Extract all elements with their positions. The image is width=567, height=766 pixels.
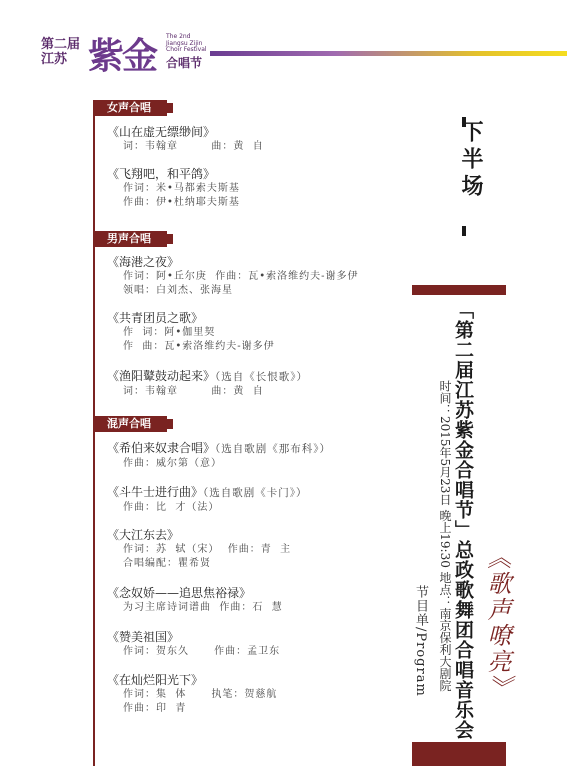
part-heading: 下半场: [458, 120, 484, 201]
song-credit: 作词：苏 轼（宋） 作曲：青 主: [123, 544, 292, 555]
section-label-mixed: 混声合唱: [95, 416, 167, 432]
song-credit: 作 词：阿•伽里契: [123, 327, 216, 338]
list-item: [107, 484, 308, 515]
song-credit: 作词：贺东久 作曲：孟卫东: [123, 646, 281, 657]
logo-sub-text: 合唱节: [166, 56, 203, 70]
time-place-text: 时间：2015年5月23日 晚上19:30 地点：南京保利大剧院: [438, 380, 452, 692]
song-title: 《共青团员之歌》: [107, 311, 204, 325]
song-title: 《念奴娇——追思焦裕禄》: [107, 586, 252, 600]
concert-title: 《歌声嘹亮》: [483, 545, 511, 701]
list-item: [107, 527, 291, 571]
song-title: 《海港之夜》: [107, 255, 180, 269]
list-item: [107, 166, 240, 210]
list-item: [107, 440, 331, 471]
song-credit: 词：韦翰章 曲：黄 自: [123, 141, 264, 152]
song-title: 《希伯来奴隶合唱》: [107, 441, 216, 455]
song-credit: 作曲：印 青: [123, 703, 187, 714]
song-title: 《斗牛士进行曲》: [107, 485, 204, 499]
song-credit: 领唱：白刘杰、张海星: [123, 285, 233, 296]
list-item: [107, 585, 283, 615]
logo-main-text: 紫金: [88, 35, 157, 77]
header-gradient-bar: [210, 51, 567, 56]
event-title: 「第二届江苏紫金合唱节」总政歌舞团合唱音乐会: [452, 300, 474, 740]
song-note: （选自歌剧《那布科》）: [215, 443, 332, 455]
song-credit: 作词：集 体 执笔：贺慈航: [123, 689, 278, 700]
song-credit: 作词：米•马都索夫斯基: [123, 183, 240, 194]
song-note: （选自《长恨歌》）: [215, 371, 309, 383]
list-item: [107, 254, 359, 298]
accent-bar-bottom: [412, 742, 506, 766]
section-label-female: 女声合唱: [95, 100, 167, 116]
logo-edition-text: 第二届: [41, 37, 81, 52]
song-credit: 词：韦翰章 曲：黄 自: [123, 386, 264, 397]
section-label-male: 男声合唱: [95, 231, 167, 247]
logo-province-text: 江苏: [41, 52, 68, 67]
list-item: [107, 124, 264, 154]
logo-edition: [41, 37, 80, 67]
song-title: 《赞美祖国》: [107, 630, 180, 644]
list-item: [107, 672, 277, 716]
song-title: 《大江东去》: [107, 528, 180, 542]
accent-bar-top: [412, 285, 506, 295]
program-vertical-rule: [93, 100, 95, 766]
song-title: 《飞翔吧，和平鸽》: [107, 167, 216, 181]
program-label: 节目单/Program: [413, 585, 428, 697]
song-title: 《渔阳鼙鼓动起来》: [107, 369, 216, 383]
song-credit: 合唱编配：瞿希贤: [123, 558, 211, 569]
header: [0, 0, 567, 92]
song-credit: 作 曲：瓦•索洛维约夫-谢多伊: [123, 341, 275, 352]
list-item: [107, 368, 308, 399]
song-credit: 为习主席诗词谱曲 作曲：石 慧: [123, 602, 283, 613]
song-title: 《山在虚无缥缈间》: [107, 125, 216, 139]
song-credit: 作曲：伊•杜纳耶夫斯基: [123, 197, 240, 208]
song-credit: 作词：阿•丘尔庚 作曲：瓦•索洛维约夫-谢多伊: [123, 271, 359, 282]
song-credit: 作曲：比 才（法）: [123, 502, 220, 513]
logo-english-text: The 2nd Jiangsu Zijin Choir Festival: [166, 33, 207, 53]
song-title: 《在灿烂阳光下》: [107, 673, 204, 687]
list-item: [107, 629, 280, 659]
list-item: [107, 310, 275, 354]
song-note: （选自歌剧《卡门》）: [203, 487, 308, 499]
part-dash-bottom: [462, 226, 466, 236]
song-credit: 作曲：威尔第（意）: [123, 458, 222, 469]
